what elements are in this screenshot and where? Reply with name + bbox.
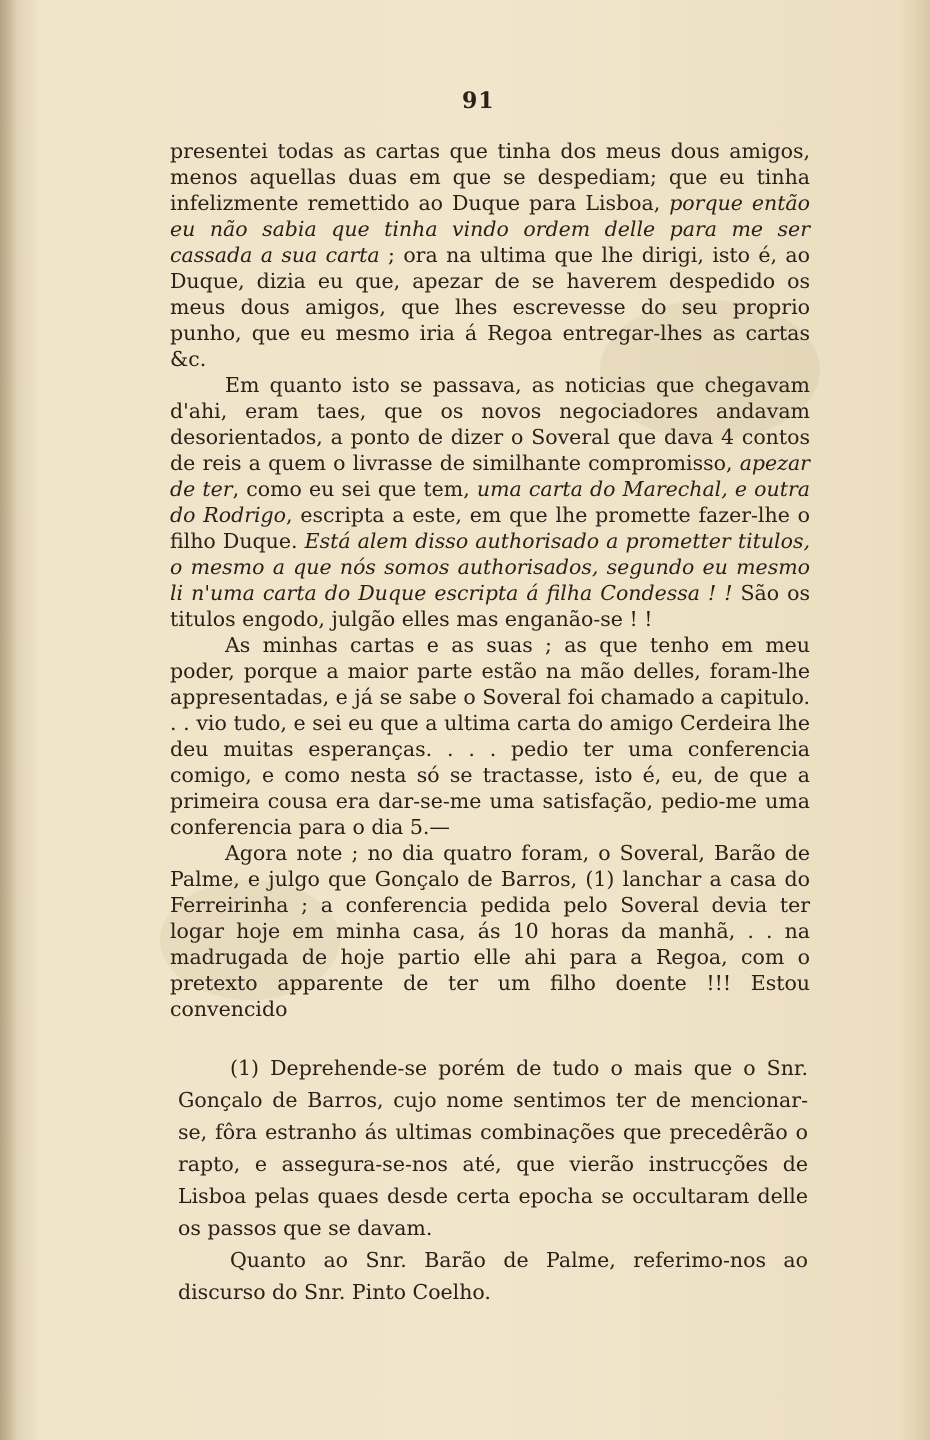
paragraph xyxy=(170,632,810,840)
paragraph xyxy=(170,138,810,372)
italic-text: apezar de ter xyxy=(170,451,810,501)
text-span: As minhas cartas e as suas ; as que tenho em meu poder, porque a maior parte estão na mão delles, foram-lhe appresentadas, e já se sabe o Soveral foi chamado a capitulo. . . vio tudo, e sei eu que a ultima carta do amigo Cerdeira lhe deu muitas esperanças. . . . pedio ter uma conferencia comigo, e como nesta só se tractasse, isto é, eu, de que a primeira cousa era dar-se-me uma satisfação, pedio-me uma conferencia para o dia 5.— xyxy=(170,633,810,839)
text-span: , escripta a este, em que lhe promette fazer-lhe o filho Duque. xyxy=(170,503,811,553)
text-span: ; ora na ultima que lhe dirigi, isto é, ao Duque, dizia eu que, apezar de se haverem despedido os meus dous amigos, que lhes escrevesse do seu proprio punho, que eu mesmo iria á Regoa entregar-lhes as cartas &c. xyxy=(170,243,810,371)
footnotes xyxy=(178,1052,808,1308)
paragraph xyxy=(170,840,810,1022)
footnote: Quanto ao Snr. Barão de Palme, referimo-nos ao discurso do Snr. Pinto Coelho. xyxy=(178,1248,808,1304)
text-span: Em quanto isto se passava, as noticias que chegavam d'ahi, eram taes, que os novos negociadores andavam desorientados, a ponto de dizer o Soveral que dava 4 contos de reis a quem o livrasse de similhante compromisso, xyxy=(170,373,810,475)
paragraph xyxy=(170,372,810,632)
page-number: 91 xyxy=(462,88,495,114)
binding-shadow xyxy=(0,0,18,1440)
italic-text: uma carta do Marechal, e outra do Rodrigo xyxy=(170,477,810,527)
text-span: São os titulos engodo, julgão elles mas enganão-se ! ! xyxy=(170,581,810,631)
text-span: , como eu sei que tem, xyxy=(232,477,477,501)
footnote: (1) Deprehende-se porém de tudo o mais que o Snr. Gonçalo de Barros, cujo nome sentimos ter de mencionar-se, fôra estranho ás ultimas combinações que precedêrão o rapto, e assegura-se-nos até, que vierão instrucções de Lisboa pelas quaes desde certa epocha se occultaram delle os passos que se davam. xyxy=(178,1056,808,1240)
italic-text: porque então eu não sabia que tinha vindo ordem delle para me ser cassada a sua carta xyxy=(170,191,810,267)
text-span: Agora note ; no dia quatro foram, o Soveral, Barão de Palme, e julgo que Gonçalo de Barros, (1) lanchar a casa do Ferreirinha ; a conferencia pedida pelo Soveral devia ter logar hoje em minha casa, ás 10 horas da manhã, . . na madrugada de hoje partio elle ahi para a Regoa, com o pretexto apparente de ter um filho doente !!! Estou convencido xyxy=(170,841,810,1021)
text-span: presentei todas as cartas que tinha dos meus dous amigos, menos aquellas duas em que se despediam; que eu tinha infelizmente remettido ao Duque para Lisboa, xyxy=(170,139,810,215)
italic-text: Está alem disso authorisado a prometter titulos, o mesmo a que nós somos authorisados, segundo eu mesmo li n'uma carta do Duque escripta á filha Condessa ! ! xyxy=(170,529,810,605)
main-text xyxy=(170,138,810,1022)
